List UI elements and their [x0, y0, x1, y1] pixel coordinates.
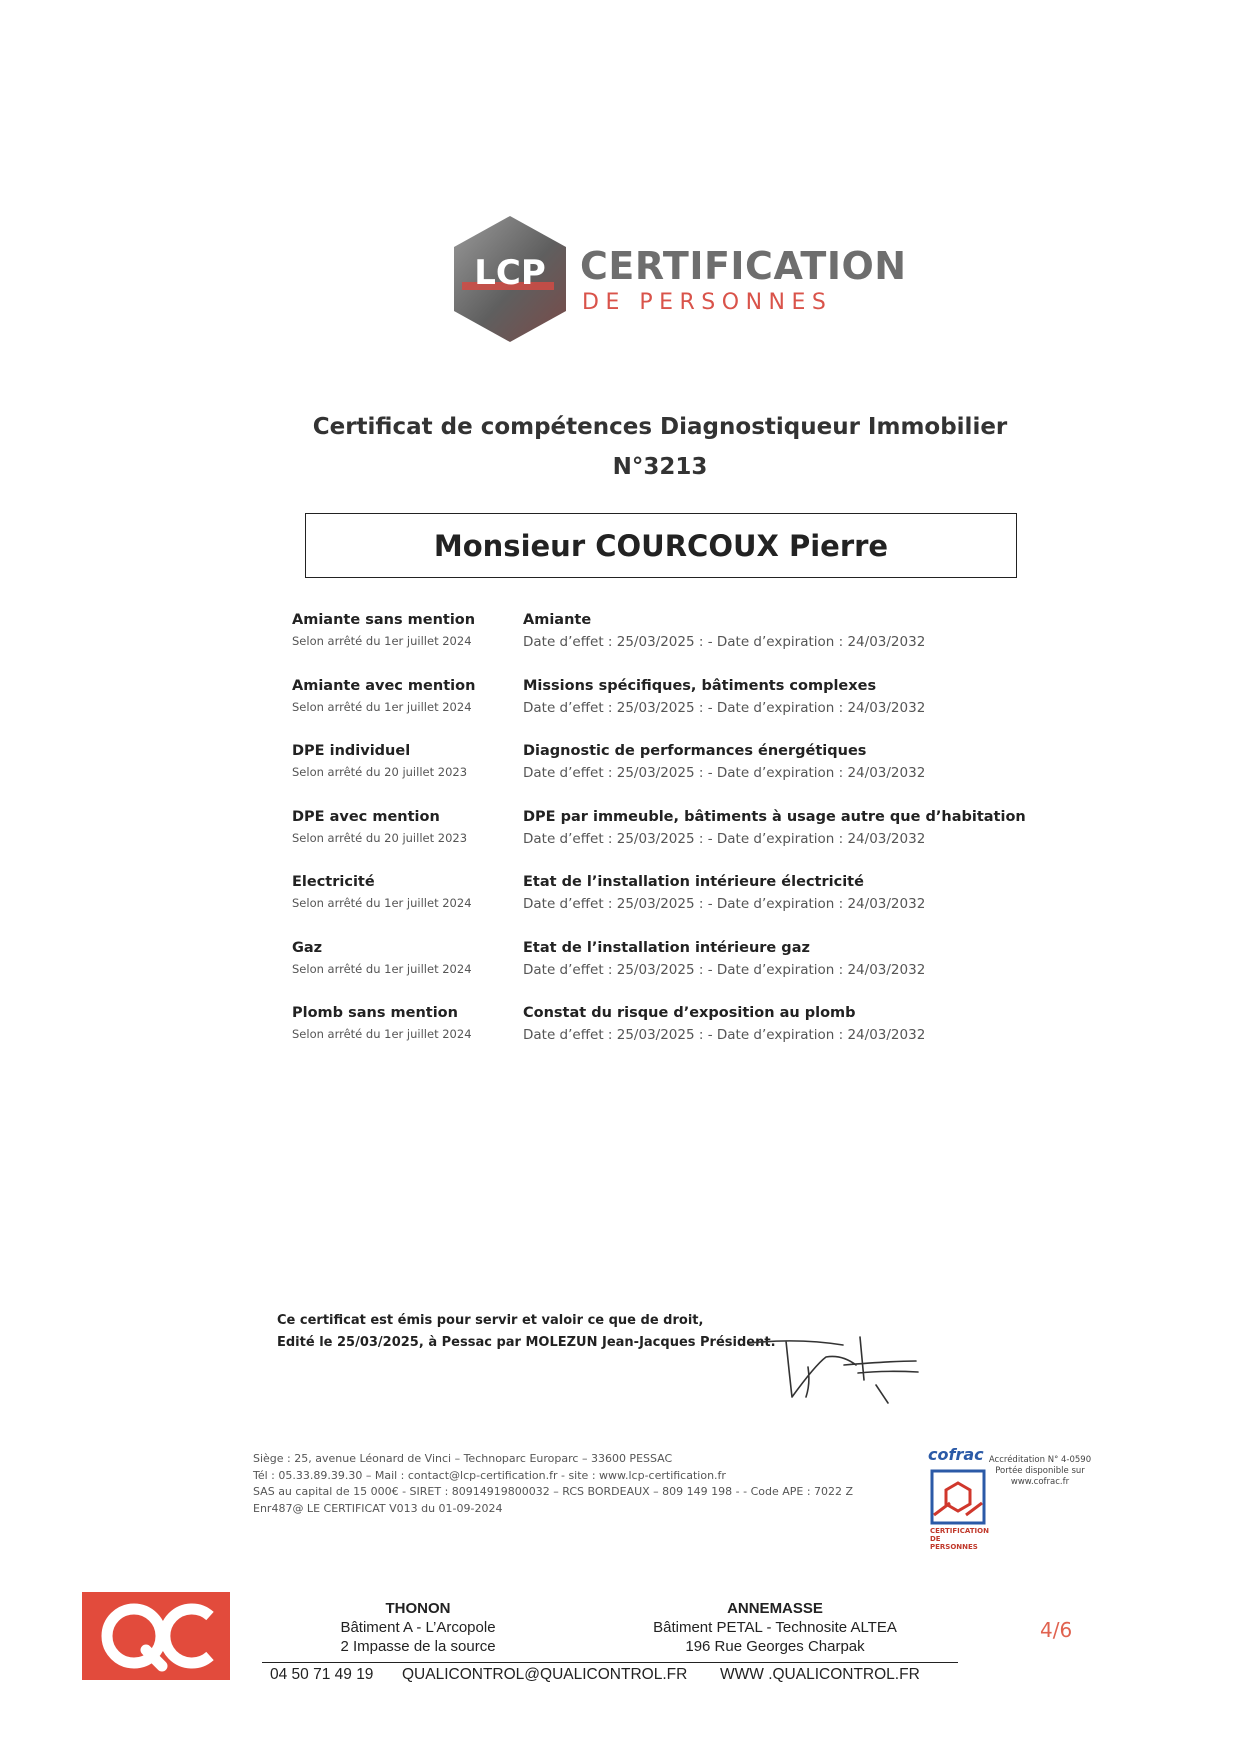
competence-regulation: Selon arrêté du 1er juillet 2024 [292, 1027, 472, 1041]
competence-dates: Date d’effet : 25/03/2025 : - Date d’expiration : 24/03/2032 [523, 830, 926, 847]
statement-line: Edité le 25/03/2025, à Pessac par MOLEZUN Jean-Jacques Président. [277, 1335, 776, 1350]
logo-wordmark-de-personnes: DE PERSONNES [582, 290, 833, 315]
office-address-line: Bâtiment A - L’Arcopole [340, 1619, 496, 1636]
office-address-line: 196 Rue Georges Charpak [685, 1638, 865, 1655]
svg-text:LCP: LCP [474, 253, 546, 293]
accreditation-note [986, 1455, 1094, 1488]
legal-address: Siège : 25, avenue Léonard de Vinci – Technoparc Europarc – 33600 PESSAC [253, 1452, 673, 1465]
competence-regulation: Selon arrêté du 1er juillet 2024 [292, 634, 472, 648]
legal-record: Enr487@ LE CERTIFICAT V013 du 01-09-2024 [253, 1501, 503, 1515]
competence-list [292, 612, 1026, 1071]
cofrac-caption: CERTIFICATION DE PERSONNES [930, 1527, 989, 1551]
accreditation-scope: Portée disponible sur [995, 1466, 1085, 1476]
competence-category: DPE individuel [292, 743, 411, 759]
accreditation-website: www.cofrac.fr [1010, 1477, 1070, 1487]
competence-dates: Date d’effet : 25/03/2025 : - Date d’expiration : 24/03/2032 [523, 1027, 926, 1043]
legal-footer [253, 1451, 853, 1517]
competence-regulation: Selon arrêté du 1er juillet 2024 [292, 961, 472, 976]
competence-dates: Date d’effet : 25/03/2025 : - Date d’expiration : 24/03/2032 [523, 896, 926, 912]
contact-email: QUALICONTROL@QUALICONTROL.FR [402, 1666, 688, 1683]
competence-dates: Date d’effet : 25/03/2025 : - Date d’expiration : 24/03/2032 [523, 634, 926, 650]
qualicontrol-logo [82, 1592, 230, 1680]
competence-category: Amiante avec mention [292, 677, 476, 694]
office-city: ANNEMASSE [727, 1600, 823, 1617]
competence-category: Gaz [292, 939, 323, 956]
accreditation-number: Accréditation N° 4-0590 [988, 1455, 1092, 1465]
competence-dates: Date d’effet : 25/03/2025 : - Date d’expiration : 24/03/2032 [523, 765, 926, 781]
legal-company: SAS au capital de 15 000€ - SIRET : 80914919800032 – RCS BORDEAUX – 809 149 198 - - Code APE : 7022 Z [253, 1485, 854, 1498]
competence-regulation: Selon arrêté du 1er juillet 2024 [292, 699, 472, 714]
page-number: 4/6 [1040, 1618, 1073, 1642]
competence-description: Constat du risque d’exposition au plomb [523, 1005, 856, 1021]
contact-line [262, 1662, 958, 1683]
competence-description: DPE par immeuble, bâtiments à usage autre que d’habitation [523, 808, 1026, 825]
certificate-number: N°3213 [612, 454, 708, 480]
competence-category: Amiante sans mention [292, 612, 476, 628]
competence-regulation: Selon arrêté du 20 juillet 2023 [292, 830, 468, 845]
office-thonon [318, 1599, 518, 1656]
competence-regulation: Selon arrêté du 1er juillet 2024 [292, 896, 472, 910]
competence-dates: Date d’effet : 25/03/2025 : - Date d’expiration : 24/03/2032 [523, 961, 926, 978]
lcp-certification-logo [452, 214, 907, 344]
lcp-hexagon-mark [452, 214, 568, 344]
competence-row [292, 1005, 1012, 1071]
competence-regulation: Selon arrêté du 20 juillet 2023 [292, 765, 468, 779]
issuance-statement [277, 1310, 776, 1354]
competence-row [292, 808, 1026, 875]
competence-row [292, 940, 1012, 1006]
cofrac-wordmark: cofrac [928, 1445, 984, 1464]
contact-phone: 04 50 71 49 19 [270, 1666, 374, 1683]
competence-category: Plomb sans mention [292, 1005, 458, 1021]
office-annemasse [630, 1599, 920, 1656]
holder-box [305, 513, 1017, 578]
competence-row [292, 678, 1012, 744]
competence-description: Etat de l’installation intérieure gaz [523, 939, 810, 956]
competence-description: Diagnostic de performances énergétiques [523, 743, 867, 759]
legal-contact: Tél : 05.33.89.39.30 – Mail : contact@lcp-certification.fr - site : www.lcp-certification.fr [253, 1468, 726, 1482]
holder-name: Monsieur COURCOUX Pierre [433, 528, 889, 563]
logo-wordmark-certification: CERTIFICATION [580, 244, 907, 288]
president-signature [748, 1325, 923, 1405]
office-address-line: Bâtiment PETAL - Technosite ALTEA [653, 1619, 897, 1636]
cofrac-logo [928, 1445, 989, 1551]
competence-category: Electricité [292, 874, 375, 890]
statement-line: Ce certificat est émis pour servir et valoir ce que de droit, [277, 1313, 704, 1328]
contact-website: WWW .QUALICONTROL.FR [720, 1666, 920, 1683]
competence-category: DPE avec mention [292, 808, 440, 825]
competence-description: Missions spécifiques, bâtiments complexes [523, 677, 877, 694]
competence-row [292, 743, 1012, 809]
office-city: THONON [385, 1600, 451, 1617]
competence-dates: Date d’effet : 25/03/2025 : - Date d’expiration : 24/03/2032 [523, 699, 926, 716]
competence-row [292, 874, 1012, 940]
competence-row [292, 612, 1012, 678]
competence-description: Amiante [523, 612, 592, 628]
cofrac-emblem-icon [930, 1469, 986, 1525]
certificate-title: Certificat de compétences Diagnostiqueur Immobilier [312, 414, 1008, 440]
office-address-line: 2 Impasse de la source [340, 1638, 496, 1655]
competence-description: Etat de l’installation intérieure électricité [523, 874, 864, 890]
